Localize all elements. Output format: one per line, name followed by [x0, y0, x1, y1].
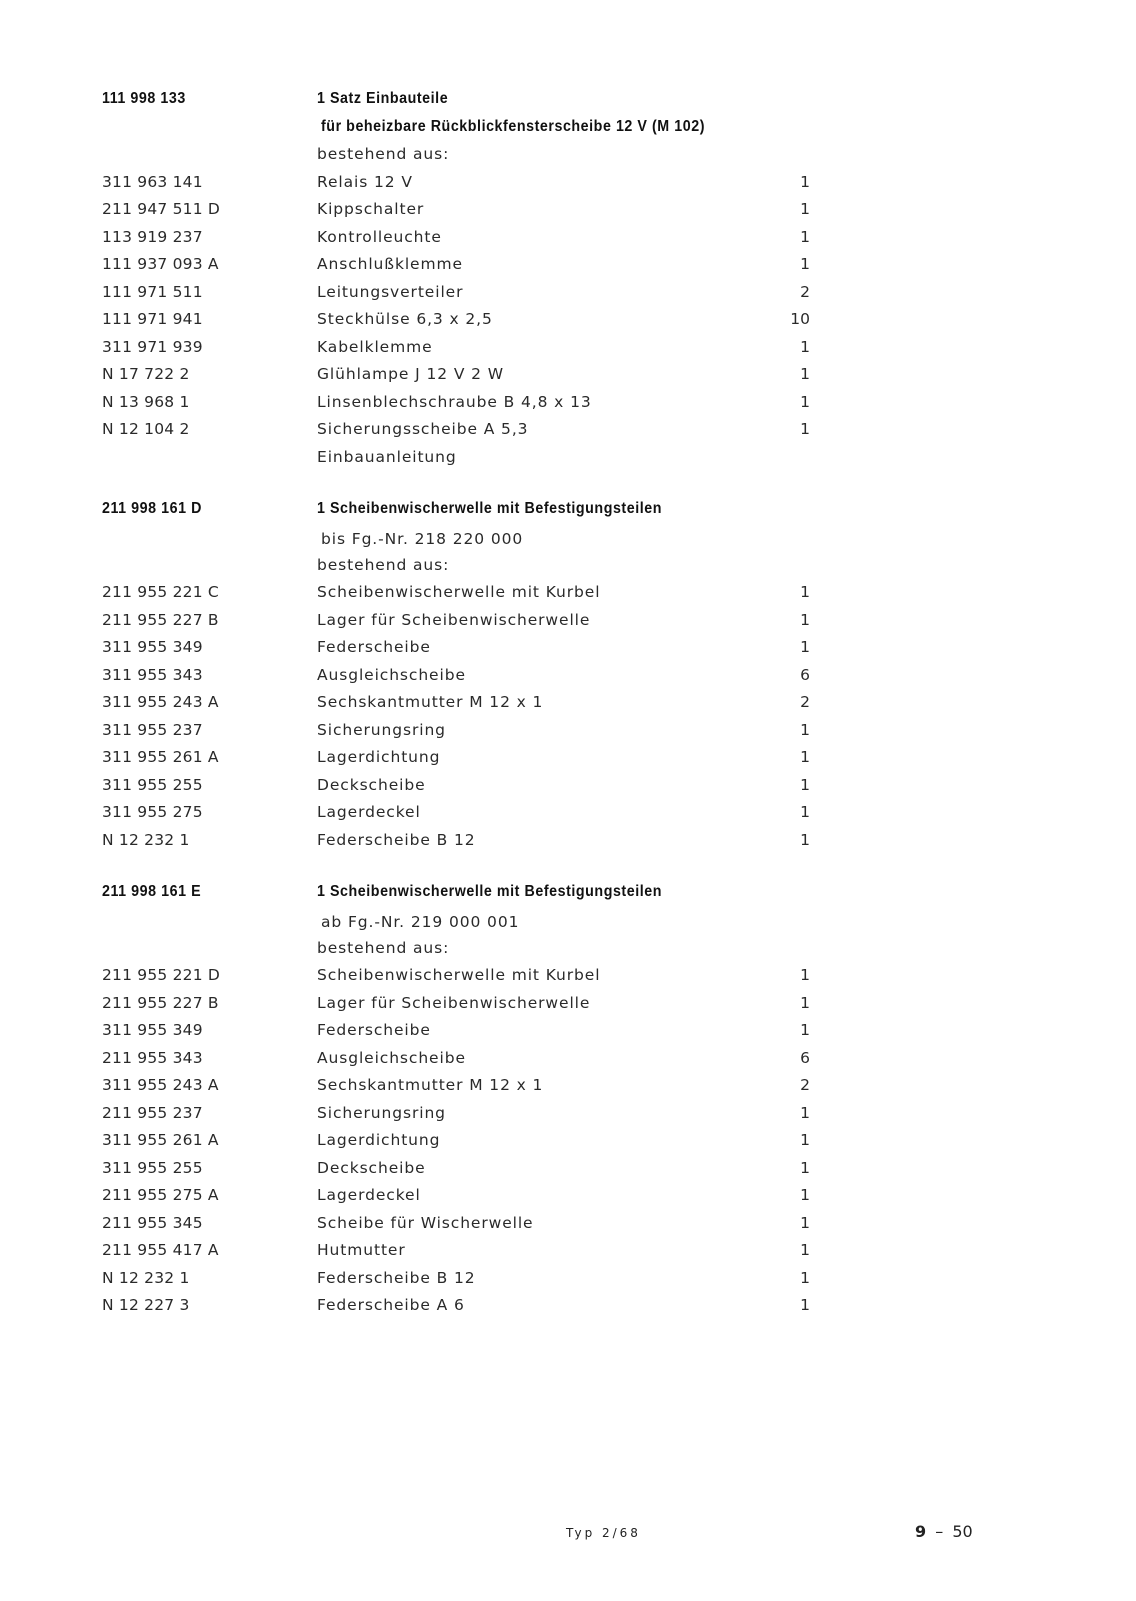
item-description: Relais 12 V	[317, 172, 413, 191]
item-description: Lagerdichtung	[317, 748, 441, 766]
item-quantity: 1	[800, 172, 810, 191]
item-quantity: 1	[800, 1103, 810, 1122]
item-part-number: 311 955 275	[102, 803, 203, 821]
item-quantity: 1	[800, 638, 810, 656]
item-quantity: 1	[800, 830, 810, 849]
item-part-number: N 12 104 2	[102, 420, 190, 438]
consists-of-row	[0, 145, 1136, 173]
item-description: Scheibenwischerwelle mit Kurbel	[317, 583, 601, 601]
parts-list-row	[0, 966, 1136, 994]
item-description: Scheibe für Wischerwelle	[317, 1213, 534, 1232]
item-description: Ausgleichscheibe	[317, 665, 466, 684]
footer-page-number	[915, 1522, 973, 1541]
item-part-number: 211 955 227 B	[102, 993, 219, 1012]
parts-list-row	[0, 338, 1136, 366]
item-part-number: 311 955 243 A	[102, 1076, 219, 1094]
section-header	[0, 90, 1136, 118]
section-part-number: 211 998 161 D	[102, 500, 202, 517]
consists-of-label: bestehend aus:	[317, 145, 450, 163]
item-part-number: 211 955 221 D	[102, 966, 221, 984]
item-part-number: 311 955 349	[102, 1021, 203, 1039]
section-part-number: 211 998 161 E	[102, 883, 202, 900]
page-separator: –	[935, 1522, 944, 1541]
item-part-number: 211 955 343	[102, 1048, 203, 1067]
item-description: Anschlußklemme	[317, 255, 463, 273]
item-part-number: 211 955 417 A	[102, 1241, 219, 1259]
parts-list-row	[0, 365, 1136, 393]
parts-list-row	[0, 1049, 1136, 1077]
item-quantity: 2	[800, 693, 810, 711]
item-quantity: 1	[800, 337, 810, 356]
item-description: Linsenblechschraube B 4,8 x 13	[317, 392, 592, 411]
section-header	[0, 883, 1136, 911]
item-quantity: 1	[800, 748, 810, 766]
section-header	[0, 500, 1136, 528]
consists-of-label: bestehend aus:	[317, 938, 450, 957]
item-quantity: 1	[800, 1158, 810, 1177]
page-chapter: 9	[915, 1522, 927, 1541]
parts-list-row	[0, 255, 1136, 283]
parts-list-row	[0, 831, 1136, 859]
consists-of-row	[0, 939, 1136, 967]
item-quantity: 1	[800, 775, 810, 794]
item-part-number: 311 955 237	[102, 720, 203, 739]
section-items	[0, 966, 1136, 1324]
consists-of-label: bestehend aus:	[317, 555, 450, 574]
item-quantity: 1	[800, 1268, 810, 1287]
item-quantity: 1	[800, 993, 810, 1012]
item-description: Kontrolleuchte	[317, 227, 442, 246]
item-part-number: 311 971 939	[102, 337, 203, 356]
item-description: Federscheibe B 12	[317, 1268, 476, 1287]
parts-list-row	[0, 693, 1136, 721]
item-description: Federscheibe	[317, 638, 431, 656]
item-quantity: 1	[800, 1213, 810, 1232]
item-description: Sechskantmutter M 12 x 1	[317, 1076, 544, 1094]
item-description: Lagerdeckel	[317, 803, 421, 821]
item-quantity: 1	[800, 200, 810, 218]
item-part-number: 311 955 243 A	[102, 693, 219, 711]
item-description: Ausgleichscheibe	[317, 1048, 466, 1067]
item-part-number: 113 919 237	[102, 227, 203, 246]
item-description: Federscheibe A 6	[317, 1296, 465, 1314]
item-part-number: 311 955 261 A	[102, 1131, 219, 1149]
item-quantity: 1	[800, 1296, 810, 1314]
item-part-number: N 12 232 1	[102, 1268, 190, 1287]
item-description: Lagerdeckel	[317, 1186, 421, 1204]
item-description: Hutmutter	[317, 1241, 406, 1259]
item-quantity: 1	[800, 610, 810, 629]
item-description: Federscheibe B 12	[317, 830, 476, 849]
item-quantity: 1	[800, 392, 810, 411]
item-part-number: N 12 227 3	[102, 1296, 190, 1314]
page-number: 50	[952, 1522, 973, 1541]
item-quantity: 1	[800, 1021, 810, 1039]
section-items	[0, 583, 1136, 858]
item-quantity: 6	[800, 1048, 810, 1067]
item-description: Steckhülse 6,3 x 2,5	[317, 310, 493, 328]
item-description: Einbauanleitung	[317, 447, 457, 466]
item-part-number: 311 955 349	[102, 638, 203, 656]
item-description: Kabelklemme	[317, 337, 433, 356]
item-part-number: 211 955 275 A	[102, 1186, 219, 1204]
section-note: ab Fg.-Nr. 219 000 001	[321, 912, 520, 931]
item-quantity: 10	[790, 310, 810, 328]
item-quantity: 1	[800, 966, 810, 984]
item-description: Scheibenwischerwelle mit Kurbel	[317, 966, 601, 984]
parts-list-row	[0, 638, 1136, 666]
parts-list-row	[0, 994, 1136, 1022]
parts-list-row	[0, 721, 1136, 749]
item-quantity: 1	[800, 803, 810, 821]
item-part-number: 211 955 237	[102, 1103, 203, 1122]
item-quantity: 6	[800, 665, 810, 684]
parts-list-row	[0, 611, 1136, 639]
item-part-number: 311 955 255	[102, 1158, 203, 1177]
item-part-number: 211 955 227 B	[102, 610, 219, 629]
section-211-998-161-e	[0, 883, 1136, 1324]
parts-list-row	[0, 448, 1136, 476]
parts-list-row	[0, 1131, 1136, 1159]
item-description: Glühlampe J 12 V 2 W	[317, 365, 504, 383]
item-quantity: 1	[800, 1186, 810, 1204]
item-part-number: 311 955 255	[102, 775, 203, 794]
item-part-number: 311 955 261 A	[102, 748, 219, 766]
item-description: Sechskantmutter M 12 x 1	[317, 693, 544, 711]
parts-list-row	[0, 803, 1136, 831]
section-note-row	[0, 528, 1136, 556]
section-title: 1 Scheibenwischerwelle mit Befestigungsteilen	[317, 883, 662, 900]
parts-list-row	[0, 283, 1136, 311]
parts-list-row	[0, 776, 1136, 804]
item-quantity: 1	[800, 1131, 810, 1149]
section-part-number: 111 998 133	[102, 90, 186, 107]
parts-list-row	[0, 666, 1136, 694]
section-title: 1 Scheibenwischerwelle mit Befestigungsteilen	[317, 500, 662, 517]
item-part-number: N 13 968 1	[102, 392, 190, 411]
item-description: Deckscheibe	[317, 1158, 426, 1177]
item-description: Sicherungsscheibe A 5,3	[317, 420, 529, 438]
item-part-number: 211 955 345	[102, 1213, 203, 1232]
parts-list-row	[0, 1159, 1136, 1187]
section-note: bis Fg.-Nr. 218 220 000	[321, 529, 524, 548]
parts-list-row	[0, 393, 1136, 421]
section-note-row	[0, 911, 1136, 939]
item-description: Lager für Scheibenwischerwelle	[317, 993, 591, 1012]
parts-list-row	[0, 1296, 1136, 1324]
item-part-number: 211 955 221 C	[102, 583, 219, 601]
item-description: Sicherungsring	[317, 1103, 446, 1122]
parts-list-row	[0, 748, 1136, 776]
item-description: Deckscheibe	[317, 775, 426, 794]
parts-list-row	[0, 228, 1136, 256]
item-quantity: 2	[800, 282, 810, 301]
item-description: Leitungsverteiler	[317, 282, 464, 301]
item-part-number: 311 963 141	[102, 172, 203, 191]
section-title: 1 Satz Einbauteile	[317, 90, 449, 107]
item-description: Kippschalter	[317, 200, 425, 218]
item-description: Lager für Scheibenwischerwelle	[317, 610, 591, 629]
item-quantity: 1	[800, 255, 810, 273]
item-quantity: 1	[800, 1241, 810, 1259]
item-quantity: 1	[800, 227, 810, 246]
item-description: Sicherungsring	[317, 720, 446, 739]
parts-list-row	[0, 310, 1136, 338]
section-subtitle-row	[0, 118, 1136, 146]
parts-list-row	[0, 583, 1136, 611]
parts-list-row	[0, 1269, 1136, 1297]
item-part-number: N 12 232 1	[102, 830, 190, 849]
item-part-number: 111 971 511	[102, 282, 203, 301]
item-quantity: 2	[800, 1076, 810, 1094]
parts-list-row	[0, 1021, 1136, 1049]
item-quantity: 1	[800, 720, 810, 739]
item-part-number: N 17 722 2	[102, 365, 190, 383]
parts-list-row	[0, 420, 1136, 448]
item-description: Federscheibe	[317, 1021, 431, 1039]
item-description: Lagerdichtung	[317, 1131, 441, 1149]
parts-list-row	[0, 1104, 1136, 1132]
item-part-number: 111 937 093 A	[102, 255, 219, 273]
item-part-number: 211 947 511 D	[102, 200, 221, 218]
item-part-number: 311 955 343	[102, 665, 203, 684]
section-items	[0, 173, 1136, 476]
consists-of-row	[0, 556, 1136, 584]
item-part-number: 111 971 941	[102, 310, 203, 328]
parts-list-row	[0, 200, 1136, 228]
parts-list-row	[0, 1186, 1136, 1214]
parts-list-row	[0, 173, 1136, 201]
parts-list-row	[0, 1241, 1136, 1269]
section-111-998-133	[0, 90, 1136, 475]
item-quantity: 1	[800, 365, 810, 383]
section-211-998-161-d	[0, 500, 1136, 858]
footer-type-label: Typ 2/68	[566, 1526, 641, 1540]
parts-list-row	[0, 1076, 1136, 1104]
parts-list-row	[0, 1214, 1136, 1242]
item-quantity: 1	[800, 420, 810, 438]
section-subtitle: für beheizbare Rückblickfensterscheibe 12 V (M 102)	[321, 117, 705, 135]
item-quantity: 1	[800, 583, 810, 601]
